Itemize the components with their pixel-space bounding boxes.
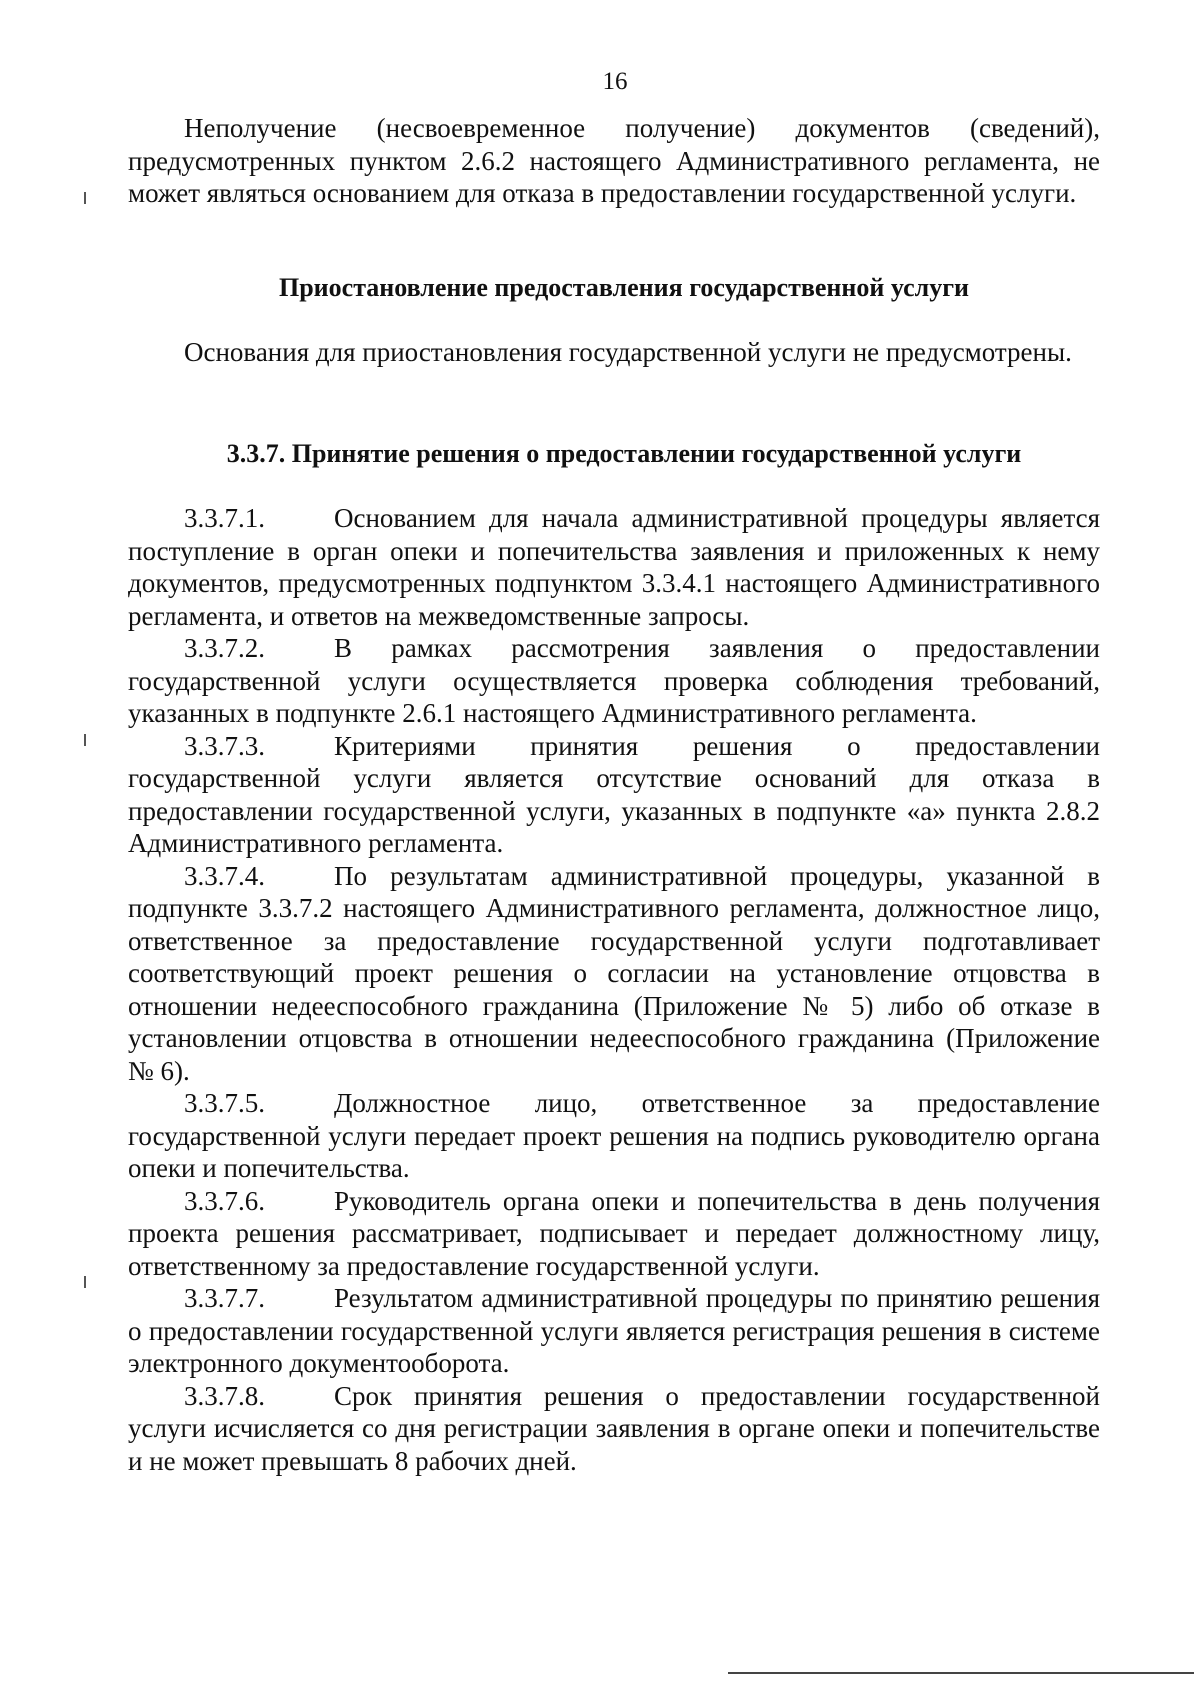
scan-mark: [84, 734, 86, 746]
scan-mark: [84, 1276, 86, 1288]
list-item: [128, 1185, 1100, 1283]
item-text: По результатам административной процедуры, указанной в подпункте 3.3.7.2 настоящего Административного регламента, должностное лицо, ответственное за предоставление государственной услуги подготавливает соответствующий проект решения о согласии на установление отцовства в отношении недееспособного гражданина (Приложение № 5) либо об отказе в установлении отцовства в отношении недееспособного гражданина (Приложение № 6).: [128, 860, 1100, 1086]
scan-mark: [84, 192, 86, 204]
item-number: 3.3.7.1.: [184, 503, 265, 533]
list-item: [128, 1087, 1100, 1185]
item-text: Критериями принятия решения о предоставлении государственной услуги является отсутствие оснований для отказа в предоставлении государственной услуги, указанных в подпункте «а» пункта 2.8.2 Административного регламента.: [128, 730, 1100, 858]
decision-items-list: [128, 502, 1100, 1477]
item-text: Результатом административной процедуры по принятию решения о предоставлении государственной услуги является регистрация решения в системе электронного документооборота.: [128, 1283, 1100, 1378]
item-number: 3.3.7.2.: [184, 633, 265, 663]
item-text: Должностное лицо, ответственное за предоставление государственной услуги передает проект решения на подпись руководителю органа опеки и попечительства.: [128, 1088, 1100, 1183]
footer-divider: [728, 1672, 1194, 1674]
item-number: 3.3.7.5.: [184, 1088, 265, 1118]
suspension-paragraph: Основания для приостановления государственной услуги не предусмотрены.: [184, 337, 1072, 367]
list-item: [128, 1282, 1100, 1380]
item-text: Основанием для начала административной процедуры является поступление в орган опеки и попечительства заявления и приложенных к нему документов, предусмотренных подпунктом 3.3.4.1 настоящего Административного регламента, и ответов на межведомственные запросы.: [128, 503, 1100, 631]
section-heading-suspension: Приостановление предоставления государственной услуги: [278, 273, 969, 302]
item-number: 3.3.7.6.: [184, 1185, 265, 1216]
item-number: 3.3.7.7.: [184, 1283, 265, 1313]
list-item: [128, 730, 1100, 860]
list-item: [128, 502, 1100, 632]
list-item: [128, 860, 1100, 1088]
section-heading-decision: 3.3.7. Принятие решения о предоставлении государственной услуги: [226, 439, 1022, 468]
list-item: [128, 632, 1100, 730]
item-text: Руководитель органа опеки и попечительства в день получения проекта решения рассматривает, подписывает и передает должностному лицу, ответственному за предоставление государственной услуги.: [128, 1185, 1100, 1281]
item-number: 3.3.7.8.: [184, 1380, 265, 1411]
list-item: [128, 1380, 1100, 1478]
item-text: Срок принятия решения о предоставлении государственной услуги исчисляется со дня регистрации заявления в органе опеки и попечительстве и не может превышать 8 рабочих дней.: [128, 1380, 1100, 1476]
item-number: 3.3.7.4.: [184, 860, 265, 891]
item-number: 3.3.7.3.: [184, 730, 265, 761]
intro-paragraph: Неполучение (несвоевременное получение) документов (сведений), предусмотренных пунктом 2.6.2 настоящего Административного регламента, не может являться основанием для отказа в предоставлении государственной услуги.: [128, 113, 1100, 208]
item-text: В рамках рассмотрения заявления о предоставлении государственной услуги осуществляется проверка соблюдения требований, указанных в подпункте 2.6.1 настоящего Административного регламента.: [128, 633, 1100, 728]
page-number: 16: [602, 68, 628, 95]
